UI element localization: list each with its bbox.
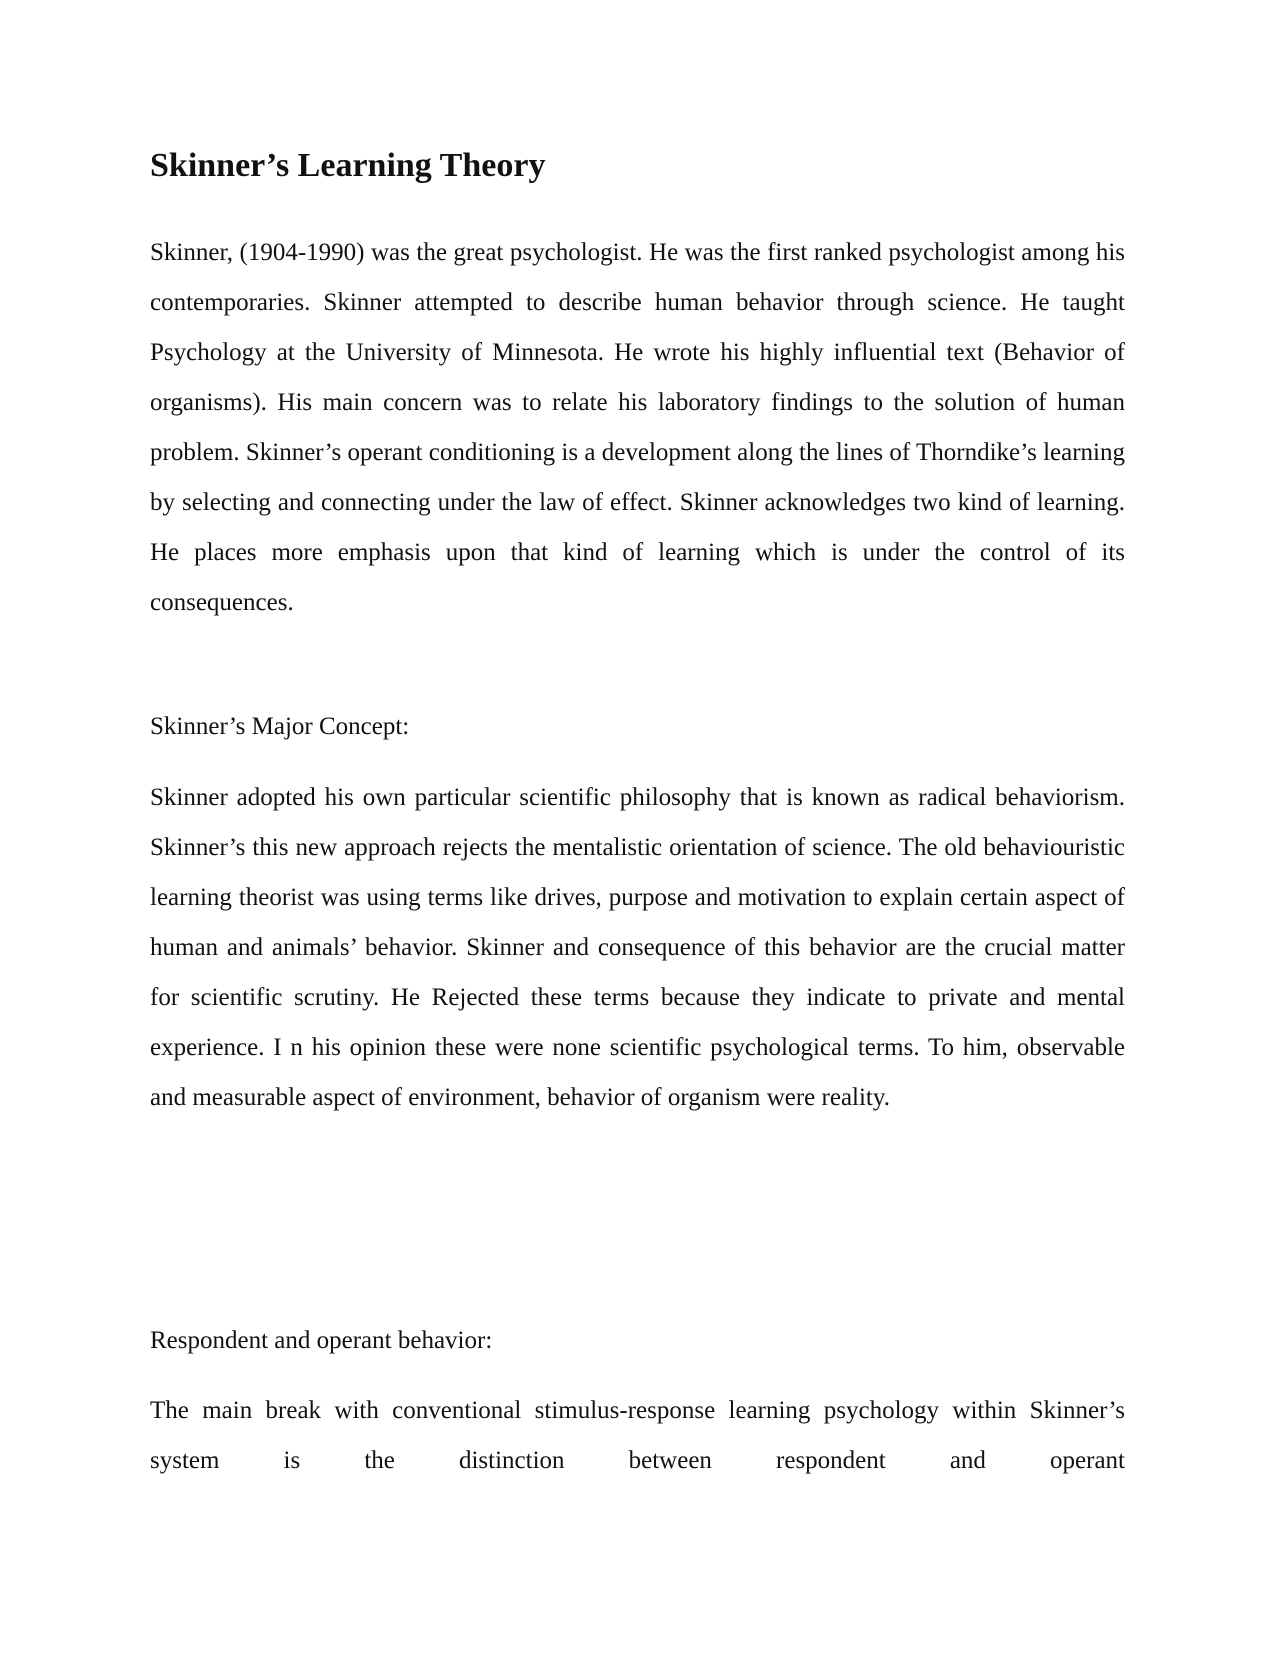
- section-heading-respondent-operant: Respondent and operant behavior:: [150, 1327, 493, 1354]
- document-title: Skinner’s Learning Theory: [150, 147, 546, 184]
- paragraph-respondent-operant: The main break with conventional stimulus-response learning psychology within Skinner’s system is the distinction between respondent and operant: [150, 1397, 1125, 1474]
- paragraph-major-concept: Skinner adopted his own particular scientific philosophy that is known as radical behaviorism. Skinner’s this new approach rejects the mentalistic orientation of science. The old behaviouristic learning theorist was using terms like drives, purpose and motivation to explain certain aspect of human and animals’ behavior. Skinner and consequence of this behavior are the crucial matter for scientific scrutiny. He Rejected these terms because they indicate to private and mental experience. I n his opinion these were none scientific psychological terms. To him, observable and measurable aspect of environment, behavior of organism were reality.: [150, 784, 1125, 1111]
- paragraph-introduction: Skinner, (1904-1990) was the great psychologist. He was the first ranked psychologist among his contemporaries. Skinner attempted to describe human behavior through science. He taught Psychology at the University of Minnesota. He wrote his highly influential text (Behavior of organisms). His main concern was to relate his laboratory findings to the solution of human problem. Skinner’s operant conditioning is a development along the lines of Thorndike’s learning by selecting and connecting under the law of effect. Skinner acknowledges two kind of learning. He places more emphasis upon that kind of learning which is under the control of its consequences.: [150, 239, 1125, 616]
- section-heading-major-concept: Skinner’s Major Concept:: [150, 713, 410, 740]
